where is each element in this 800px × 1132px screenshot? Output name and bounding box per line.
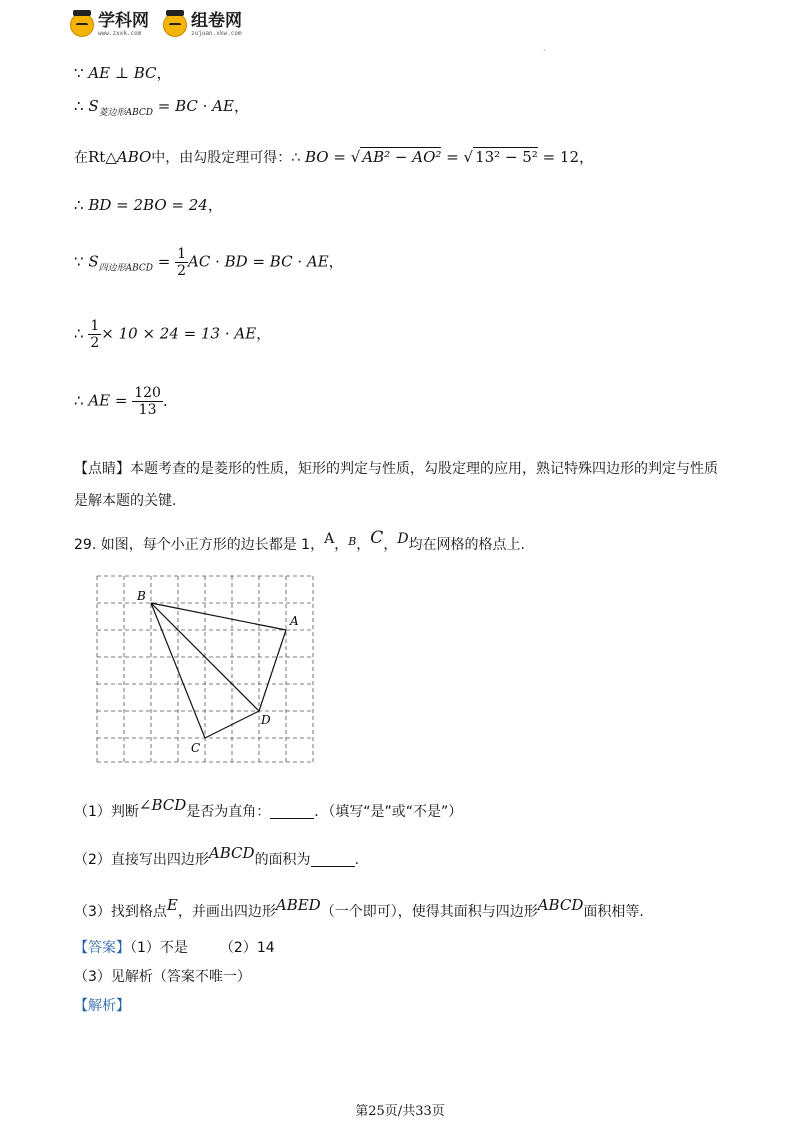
- answer-tag: 【答案】: [74, 940, 130, 956]
- part-1: （1）判断∠BCD是否为直角： ．（填写“是”或“不是”）: [74, 796, 463, 820]
- grid-lines: [97, 576, 313, 762]
- logo2-sub: zujuan.xkw.com: [191, 30, 242, 37]
- answer-line-2: （3）见解析（答案不唯一）: [74, 969, 251, 985]
- zxxk-logo: [70, 12, 149, 37]
- logo1-text: 学科网: [98, 11, 149, 31]
- remark-text-1: 本题考查的是菱形的性质，矩形的判定与性质，勾股定理的应用，熟记特殊四边形的判定与性质: [130, 461, 718, 477]
- label-a: A: [290, 614, 299, 628]
- remark-line-1: [74, 458, 718, 478]
- logo-face-icon: [163, 13, 187, 37]
- analysis-tag: 【解析】: [74, 998, 130, 1014]
- grid-figure: [90, 572, 320, 772]
- page-footer: 第25页/共33页: [355, 1104, 445, 1119]
- logo2-text: 组卷网: [191, 11, 242, 31]
- solution-line-1: ∵ AE ⊥ BC，: [74, 64, 172, 82]
- remark-line-2: 是解本题的关键.: [74, 493, 177, 509]
- solution-line-5: ∵ $S_{四边形ABCD}$ = $\frac{1}{2}$ AC · BD = BC · AE，: [74, 246, 344, 279]
- segment-ba: [151, 603, 286, 630]
- answer-line-1: 【答案】（1）不是 （2）14: [74, 940, 275, 956]
- question-stem: 29. 如图，每个小正方形的边长都是 1，A，$^B$，C，D均在网格的格点上.: [74, 528, 525, 553]
- remark-tag: 【点睛】: [74, 461, 130, 477]
- label-b: B: [137, 589, 146, 603]
- solution-line-6: ∴ $\frac{1}{2}$ × 10 × 24 = 13 · AE，: [74, 318, 272, 351]
- zujuan-logo: [163, 12, 242, 37]
- part-2: （2）直接写出四边形ABCD的面积为 .: [74, 844, 360, 868]
- solution-line-7: ∴ AE = $\frac{120}{13}$ ．: [74, 385, 178, 418]
- solution-line-2: ∴ $S_{菱边形ABCD}$ = BC · AE，: [74, 97, 249, 118]
- solution-line-3: 在Rt△ABO中，由勾股定理可得：∴ BO = √ AB² − AO² = √ 13² − 5² = 12，: [74, 148, 595, 166]
- answer-blank-1: [270, 804, 314, 819]
- header-mark: ·: [543, 46, 546, 55]
- logo1-sub: www.zxxk.com: [98, 30, 142, 37]
- header-logos: [70, 12, 242, 37]
- answer-blank-2: [311, 852, 355, 867]
- part-3: （3）找到格点E，并画出四边形ABED（一个即可），使得其面积与四边形ABCD面积相等.: [74, 896, 644, 920]
- label-d: D: [261, 713, 271, 727]
- label-c: C: [191, 741, 201, 755]
- segment-ad: [259, 630, 286, 711]
- logo-face-icon: [70, 13, 94, 37]
- solution-line-4: ∴ BD = 2BO = 24，: [74, 196, 223, 214]
